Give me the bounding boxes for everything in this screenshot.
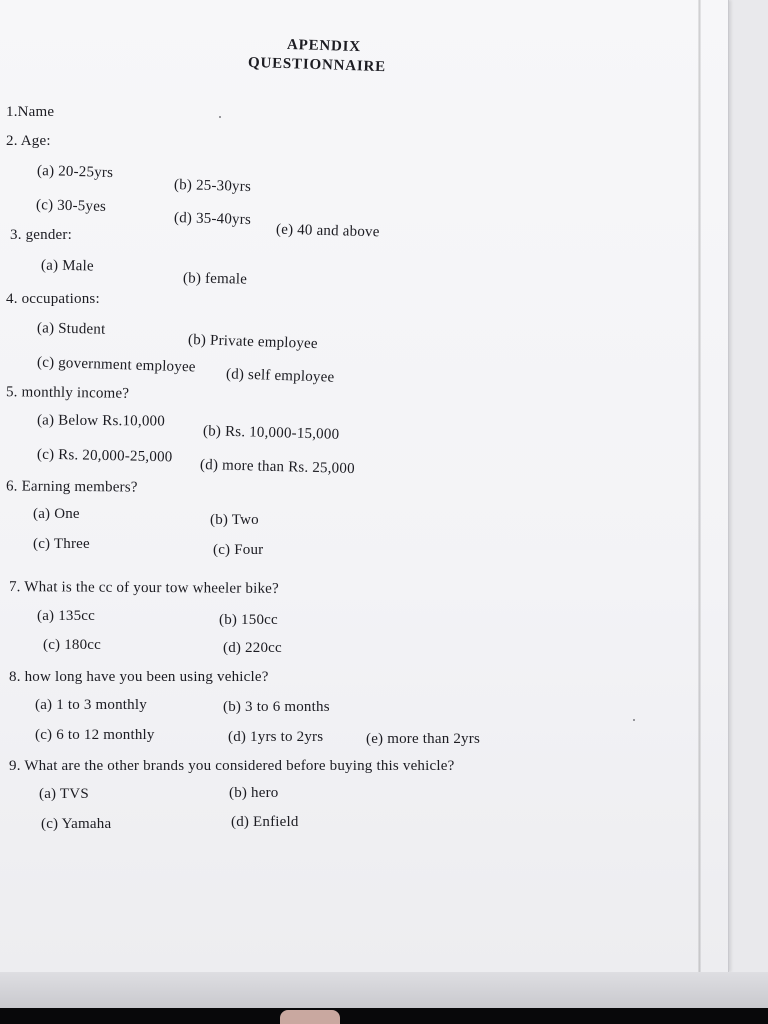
page-edge-shadow (698, 0, 701, 972)
q9-option-b: (b) hero (229, 785, 279, 801)
q4-option-b: (b) Private employee (187, 331, 319, 353)
q2-option-e: (e) 40 and above (275, 221, 380, 241)
q2-option-b: (b) 25-30yrs (173, 176, 252, 196)
scan-speck (633, 719, 635, 721)
question-6: 6. Earning members? (5, 478, 138, 496)
question-7: 7. What is the cc of your tow wheeler bike? (8, 579, 279, 597)
q7-option-d: (d) 220cc (223, 640, 282, 656)
q9-option-a: (a) TVS (39, 786, 89, 802)
question-9: 9. What are the other brands you considered before buying this vehicle? (9, 758, 455, 774)
q2-option-a: (a) 20-25yrs (36, 163, 114, 181)
finger-at-bottom (280, 1010, 340, 1024)
q9-option-c: (c) Yamaha (41, 816, 112, 832)
q6-option-a: (a) One (33, 506, 80, 522)
question-2: 2. Age: (6, 133, 51, 149)
title-questionnaire: QUESTIONNAIRE (247, 54, 387, 76)
q8-option-c: (c) 6 to 12 monthly (35, 727, 155, 743)
q4-option-c: (c) government employee (36, 354, 196, 376)
q2-option-c: (c) 30-5yes (35, 197, 107, 215)
question-3: 3. gender: (10, 227, 72, 243)
dark-bottom-edge (0, 1008, 768, 1024)
q8-option-a: (a) 1 to 3 monthly (35, 697, 147, 713)
q4-option-d: (d) self employee (225, 366, 335, 386)
q4-option-a: (a) Student (36, 320, 106, 338)
question-5: 5. monthly income? (5, 384, 130, 402)
q7-option-c: (c) 180cc (43, 637, 102, 653)
q3-option-a: (a) Male (40, 257, 94, 275)
scan-speck (219, 116, 221, 118)
q5-option-d: (d) more than Rs. 25,000 (199, 456, 355, 478)
q8-option-b: (b) 3 to 6 months (223, 699, 330, 715)
q7-option-a: (a) 135cc (37, 608, 96, 624)
q2-option-d: (d) 35-40yrs (173, 209, 252, 229)
q6-option-d: (c) Four (213, 542, 264, 558)
question-4: 4. occupations: (6, 291, 100, 307)
q3-option-b: (b) female (182, 270, 248, 288)
surface-below-page (0, 972, 768, 1008)
q5-option-b: (b) Rs. 10,000-15,000 (202, 423, 340, 443)
q5-option-a: (a) Below Rs.10,000 (36, 412, 166, 430)
title-appendix: APENDIX (286, 36, 362, 56)
q9-option-d: (d) Enfield (231, 814, 299, 830)
question-8: 8. how long have you been using vehicle? (9, 669, 269, 685)
q8-option-d: (d) 1yrs to 2yrs (228, 729, 324, 745)
q6-option-c: (c) Three (33, 536, 90, 552)
q8-option-e: (e) more than 2yrs (366, 731, 480, 747)
q7-option-b: (b) 150cc (219, 612, 278, 628)
q6-option-b: (b) Two (210, 512, 259, 528)
q5-option-c: (c) Rs. 20,000-25,000 (36, 446, 173, 466)
question-1: 1.Name (6, 104, 55, 120)
